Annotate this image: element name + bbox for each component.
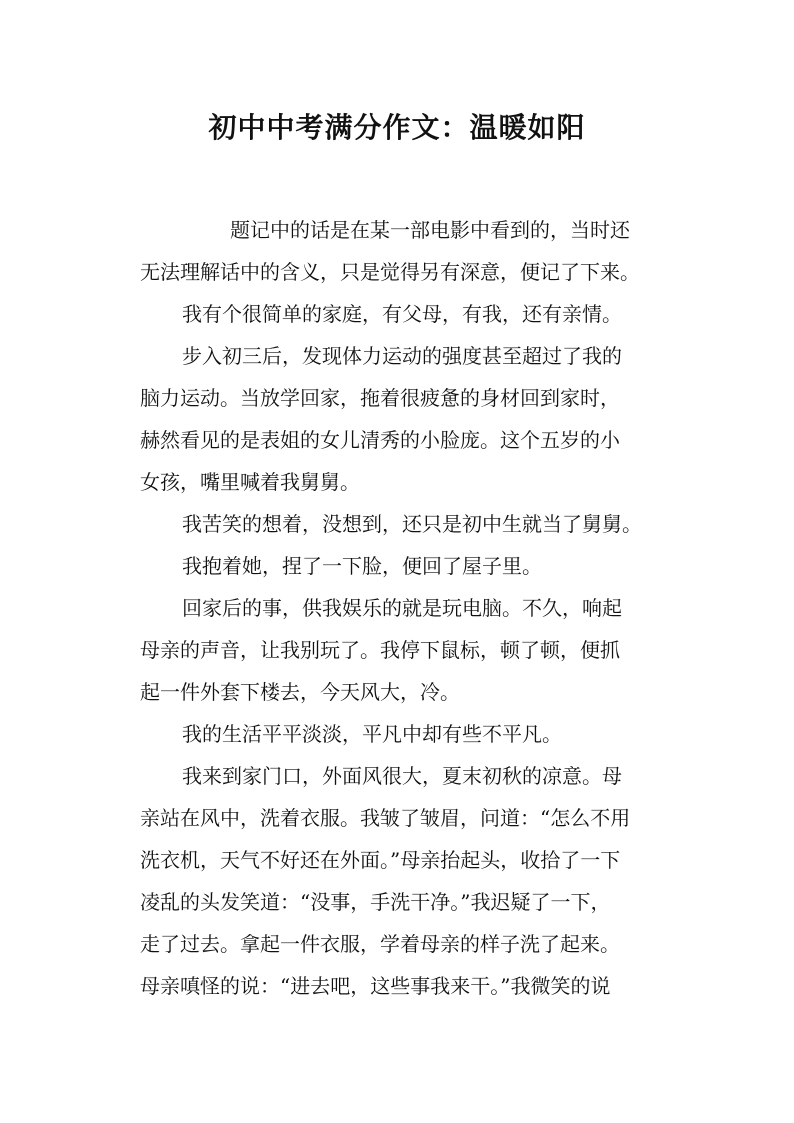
text-line: 我来到家门口，外面风很大，夏末初秋的凉意。母 (182, 764, 622, 788)
text-line: 我的生活平平淡淡，平凡中却有些不平凡。 (182, 722, 562, 746)
text-line: 凌乱的头发笑道：“没事，手洗干净。”我迟疑了一下， (140, 890, 611, 914)
text-line: 我抱着她，捏了一下脸，便回了屋子里。 (182, 554, 542, 578)
text-line: 赫然看见的是表姐的女儿清秀的小脸庞。这个五岁的小 (140, 428, 620, 452)
text-line: 无法理解话中的含义，只是觉得另有深意，便记了下来。 (140, 260, 640, 284)
text-line: 回家后的事，供我娱乐的就是玩电脑。不久，响起 (182, 596, 622, 620)
text-line: 脑力运动。当放学回家，拖着很疲惫的身材回到家时， (140, 386, 620, 410)
text-line: 我苦笑的想着，没想到，还只是初中生就当了舅舅。 (182, 512, 642, 536)
text-line: 我有个很简单的家庭，有父母，有我，还有亲情。 (182, 302, 622, 326)
text-line: 洗衣机，天气不好还在外面。”母亲抬起头，收拾了一下 (140, 848, 621, 872)
essay-body (140, 209, 685, 1007)
text-line: 亲站在风中，洗着衣服。我皱了皱眉，问道：“怎么不用 (140, 806, 631, 830)
text-line: 母亲嗔怪的说：“进去吧，这些事我来干。”我微笑的说 (140, 974, 611, 998)
document-title: 初中中考满分作文：温暖如阳 (208, 111, 586, 144)
text-line: 题记中的话是在某一部电影中看到的，当时还 (230, 218, 630, 242)
text-line: 母亲的声音，让我别玩了。我停下鼠标，顿了顿，便抓 (140, 638, 620, 662)
text-line: 女孩，嘴里喊着我舅舅。 (140, 470, 360, 494)
text-line: 起一件外套下楼去，今天风大，冷。 (140, 680, 460, 704)
text-line: 走了过去。拿起一件衣服，学着母亲的样子洗了起来。 (140, 932, 620, 956)
text-line: 步入初三后，发现体力运动的强度甚至超过了我的 (182, 344, 622, 368)
